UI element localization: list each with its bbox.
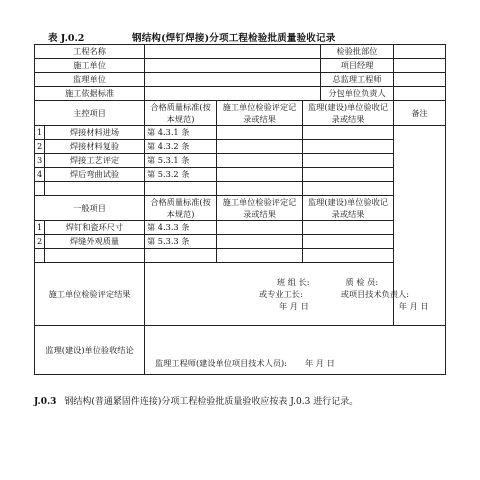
subcontract-head-label: 分包单位负责人 — [321, 87, 394, 101]
result-label: 施工单位检验评定结果 — [35, 263, 145, 326]
main-item-row — [35, 126, 446, 140]
result-date-1: 年 月 日 — [279, 301, 309, 311]
main-item-row — [35, 140, 446, 154]
item-name: 焊缝外观质量 — [45, 235, 145, 249]
subcontract-head-value[interactable] — [394, 87, 446, 101]
item-no: 2 — [35, 235, 45, 249]
item-clause: 第 4.3.2 条 — [145, 140, 217, 154]
team-leader-label: 班 组 长: — [277, 277, 310, 287]
foreman-label: 或专业工长: — [259, 289, 303, 299]
project-manager-value[interactable] — [394, 59, 446, 73]
item-no: 3 — [35, 154, 45, 168]
main-check-header: 施工单位检验评定记录或结果 — [217, 101, 303, 126]
item-clause: 第 5.3.1 条 — [145, 154, 217, 168]
main-header-row — [35, 101, 446, 126]
table-title: 钢结构(焊钉焊接)分项工程检验批质量验收记录 — [132, 33, 336, 44]
inspection-part-value[interactable] — [394, 45, 446, 59]
footnote — [34, 394, 358, 407]
supervision-unit-label: 监理单位 — [35, 73, 145, 87]
table-header — [48, 30, 444, 44]
main-items-title: 主控项目 — [35, 101, 145, 126]
item-no: 1 — [35, 221, 45, 235]
main-item-row — [35, 168, 446, 182]
supervisor-signer-label: 监理工程师(建设单位项目技术人员): — [155, 358, 287, 368]
item-name: 焊接材料进场 — [45, 126, 145, 140]
blank-row — [35, 182, 446, 196]
table-number: 表 J.0.2 — [48, 33, 85, 44]
item-no: 2 — [35, 140, 45, 154]
item-name: 焊后弯曲试验 — [45, 168, 145, 182]
standard-label: 施工依据标准 — [35, 87, 145, 101]
info-row — [35, 45, 446, 59]
item-clause: 第 4.3.1 条 — [145, 126, 217, 140]
item-no: 1 — [35, 126, 45, 140]
conclusion-date: 年 月 日 — [304, 358, 335, 368]
project-name-label: 工程名称 — [35, 45, 145, 59]
supervisor-cell[interactable] — [303, 140, 394, 154]
item-name: 焊接材料复验 — [45, 140, 145, 154]
inspection-part-label: 检验批部位 — [321, 45, 394, 59]
check-cell[interactable] — [217, 126, 303, 140]
supervisor-cell[interactable] — [303, 126, 394, 140]
main-item-row — [35, 154, 446, 168]
item-name: 焊钉和瓷环尺寸 — [45, 221, 145, 235]
general-item-row — [35, 235, 446, 249]
conclusion-row — [35, 326, 446, 375]
general-item-row — [35, 221, 446, 235]
conclusion-signature-area[interactable] — [145, 326, 446, 375]
supervisor-cell[interactable] — [303, 154, 394, 168]
chief-supervisor-value[interactable] — [394, 73, 446, 87]
result-signature-area[interactable] — [145, 263, 446, 326]
footnote-text: 钢结构(普通紧固件连接)分项工程检验批质量验收应按表 J.0.3 进行记录。 — [64, 397, 359, 407]
check-cell[interactable] — [217, 154, 303, 168]
project-manager-label: 项目经理 — [321, 59, 394, 73]
standard-value[interactable] — [145, 87, 321, 101]
remark-header: 备注 — [394, 101, 446, 126]
item-no: 4 — [35, 168, 45, 182]
supervision-unit-value[interactable] — [145, 73, 321, 87]
supervisor-cell[interactable] — [303, 168, 394, 182]
item-clause: 第 5.3.3 条 — [145, 235, 217, 249]
construction-unit-label: 施工单位 — [35, 59, 145, 73]
inspector-label: 质 检 员: — [345, 277, 379, 287]
footnote-key: J.0.3 — [34, 397, 57, 407]
inspection-record-table — [34, 44, 446, 375]
main-standard-header: 合格质量标准(按本规范) — [145, 101, 217, 126]
info-row — [35, 73, 446, 87]
supervisor-cell[interactable] — [303, 235, 394, 249]
item-clause: 第 5.3.2 条 — [145, 168, 217, 182]
info-row — [35, 59, 446, 73]
supervisor-cell[interactable] — [303, 221, 394, 235]
general-supervisor-header: 监理(建设)单位验收记录或结果 — [303, 196, 394, 221]
general-check-header: 施工单位检验评定记录或结果 — [217, 196, 303, 221]
check-cell[interactable] — [217, 140, 303, 154]
blank-row — [35, 249, 446, 263]
main-supervisor-header: 监理(建设)单位验收记录或结果 — [303, 101, 394, 126]
item-name: 焊接工艺评定 — [45, 154, 145, 168]
info-row — [35, 87, 446, 101]
technical-head-label: 或项目技术负责人: — [340, 289, 409, 299]
result-date-2: 年 月 日 — [398, 301, 429, 311]
construction-unit-value[interactable] — [145, 59, 321, 73]
check-cell[interactable] — [217, 168, 303, 182]
general-items-title: 一般项目 — [35, 196, 145, 221]
project-name-value[interactable] — [145, 45, 321, 59]
check-cell[interactable] — [217, 221, 303, 235]
result-row — [35, 263, 446, 326]
general-standard-header: 合格质量标准(按本规范) — [145, 196, 217, 221]
general-header-row — [35, 196, 446, 221]
item-clause: 第 4.3.3 条 — [145, 221, 217, 235]
chief-supervisor-label: 总监理工程师 — [321, 73, 394, 87]
check-cell[interactable] — [217, 235, 303, 249]
conclusion-label: 监理(建设)单位验收结论 — [35, 326, 145, 375]
